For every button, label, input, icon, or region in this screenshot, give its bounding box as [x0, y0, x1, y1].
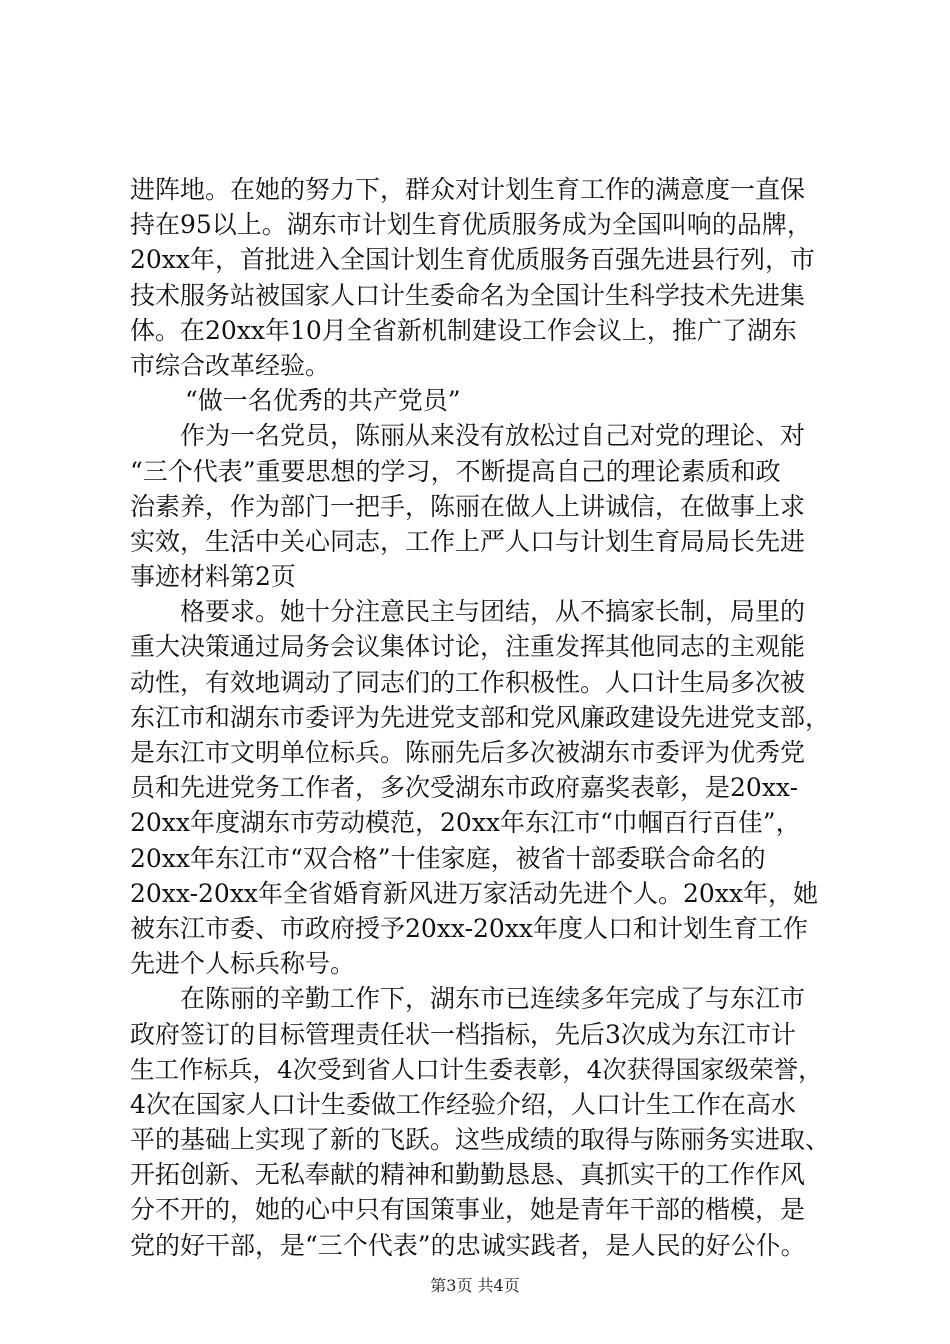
- page-footer: 第3页 共4页: [430, 1276, 520, 1295]
- text-line: 先进个人标兵称号。: [130, 949, 356, 979]
- text-line: 作为一名党员，陈丽从来没有放松过自己对党的理论、对: [180, 421, 806, 451]
- text-line: 格要求。她十分注意民主与团结，从不搞家长制，局里的: [180, 597, 806, 627]
- text-line: 平的基础上实现了新的飞跃。这些成绩的取得与陈丽务实进取、: [130, 1125, 831, 1155]
- text-line: 市综合改革经验。: [130, 350, 331, 380]
- text-line: 实效，生活中关心同志，工作上严人口与计划生育局局长先进: [130, 526, 806, 556]
- text-line: 技术服务站被国家人口计生委命名为全国计生科学技术先进集: [130, 280, 806, 310]
- text-line: 20xx年东江市“双合格”十佳家庭，被省十部委联合命名的: [130, 843, 766, 873]
- text-line: 被东江市委、市政府授予20xx-20xx年度人口和计划生育工作: [130, 913, 809, 943]
- text-line: 在陈丽的辛勤工作下，湖东市已连续多年完成了与东江市: [180, 984, 806, 1014]
- text-line: 东江市和湖东市委评为先进党支部和党风廉政建设先进党支部，: [130, 702, 831, 732]
- document-body: [130, 172, 830, 1263]
- text-line: 动性，有效地调动了同志们的工作积极性。人口计生局多次被: [130, 667, 806, 697]
- text-line: 党的好干部，是“三个代表”的忠诚实践者，是人民的好公仆。: [130, 1230, 806, 1260]
- text-line: 20xx年，首批进入全国计划生育优质服务百强先进县行列，市: [130, 245, 816, 275]
- section-heading: “做一名优秀的共产党员”: [185, 386, 461, 416]
- text-line: 治素养，作为部门一把手，陈丽在做人上讲诚信，在做事上求: [130, 491, 806, 521]
- text-line: 20xx年度湖东市劳动模范，20xx年东江市“巾帼百行百佳”，: [130, 808, 801, 838]
- text-line: 开拓创新、无私奉献的精神和勤勤恳恳、真抓实干的工作作风: [130, 1160, 806, 1190]
- text-line: “三个代表”重要思想的学习，不断提高自己的理论素质和政: [130, 456, 781, 486]
- text-line: 重大决策通过局务会议集体讨论，注重发挥其他同志的主观能: [130, 632, 806, 662]
- text-line: 20xx-20xx年全省婚育新风进万家活动先进个人。20xx年，她: [130, 878, 819, 908]
- text-line: 分不开的，她的心中只有国策事业，她是青年干部的楷模，是: [130, 1195, 806, 1225]
- text-line: 4次在国家人口计生委做工作经验介绍，人口计生工作在高水: [130, 1089, 796, 1119]
- text-line: 政府签订的目标管理责任状一档指标，先后3次成为东江市计: [130, 1019, 796, 1049]
- text-line: 员和先进党务工作者，多次受湖东市政府嘉奖表彰，是20xx-: [130, 773, 799, 803]
- text-line: 持在95以上。湖东市计划生育优质服务成为全国叫响的品牌，: [130, 210, 812, 240]
- text-line: 进阵地。在她的努力下，群众对计划生育工作的满意度一直保: [130, 175, 806, 204]
- text-line: 生工作标兵，4次受到省人口计生委表彰，4次获得国家级荣誉，: [130, 1054, 823, 1084]
- text-line: 体。在20xx年10月全省新机制建设工作会议上，推广了湖东: [130, 315, 797, 345]
- text-line: 是东江市文明单位标兵。陈丽先后多次被湖东市委评为优秀党: [130, 738, 806, 767]
- text-line: 事迹材料第2页: [130, 562, 296, 592]
